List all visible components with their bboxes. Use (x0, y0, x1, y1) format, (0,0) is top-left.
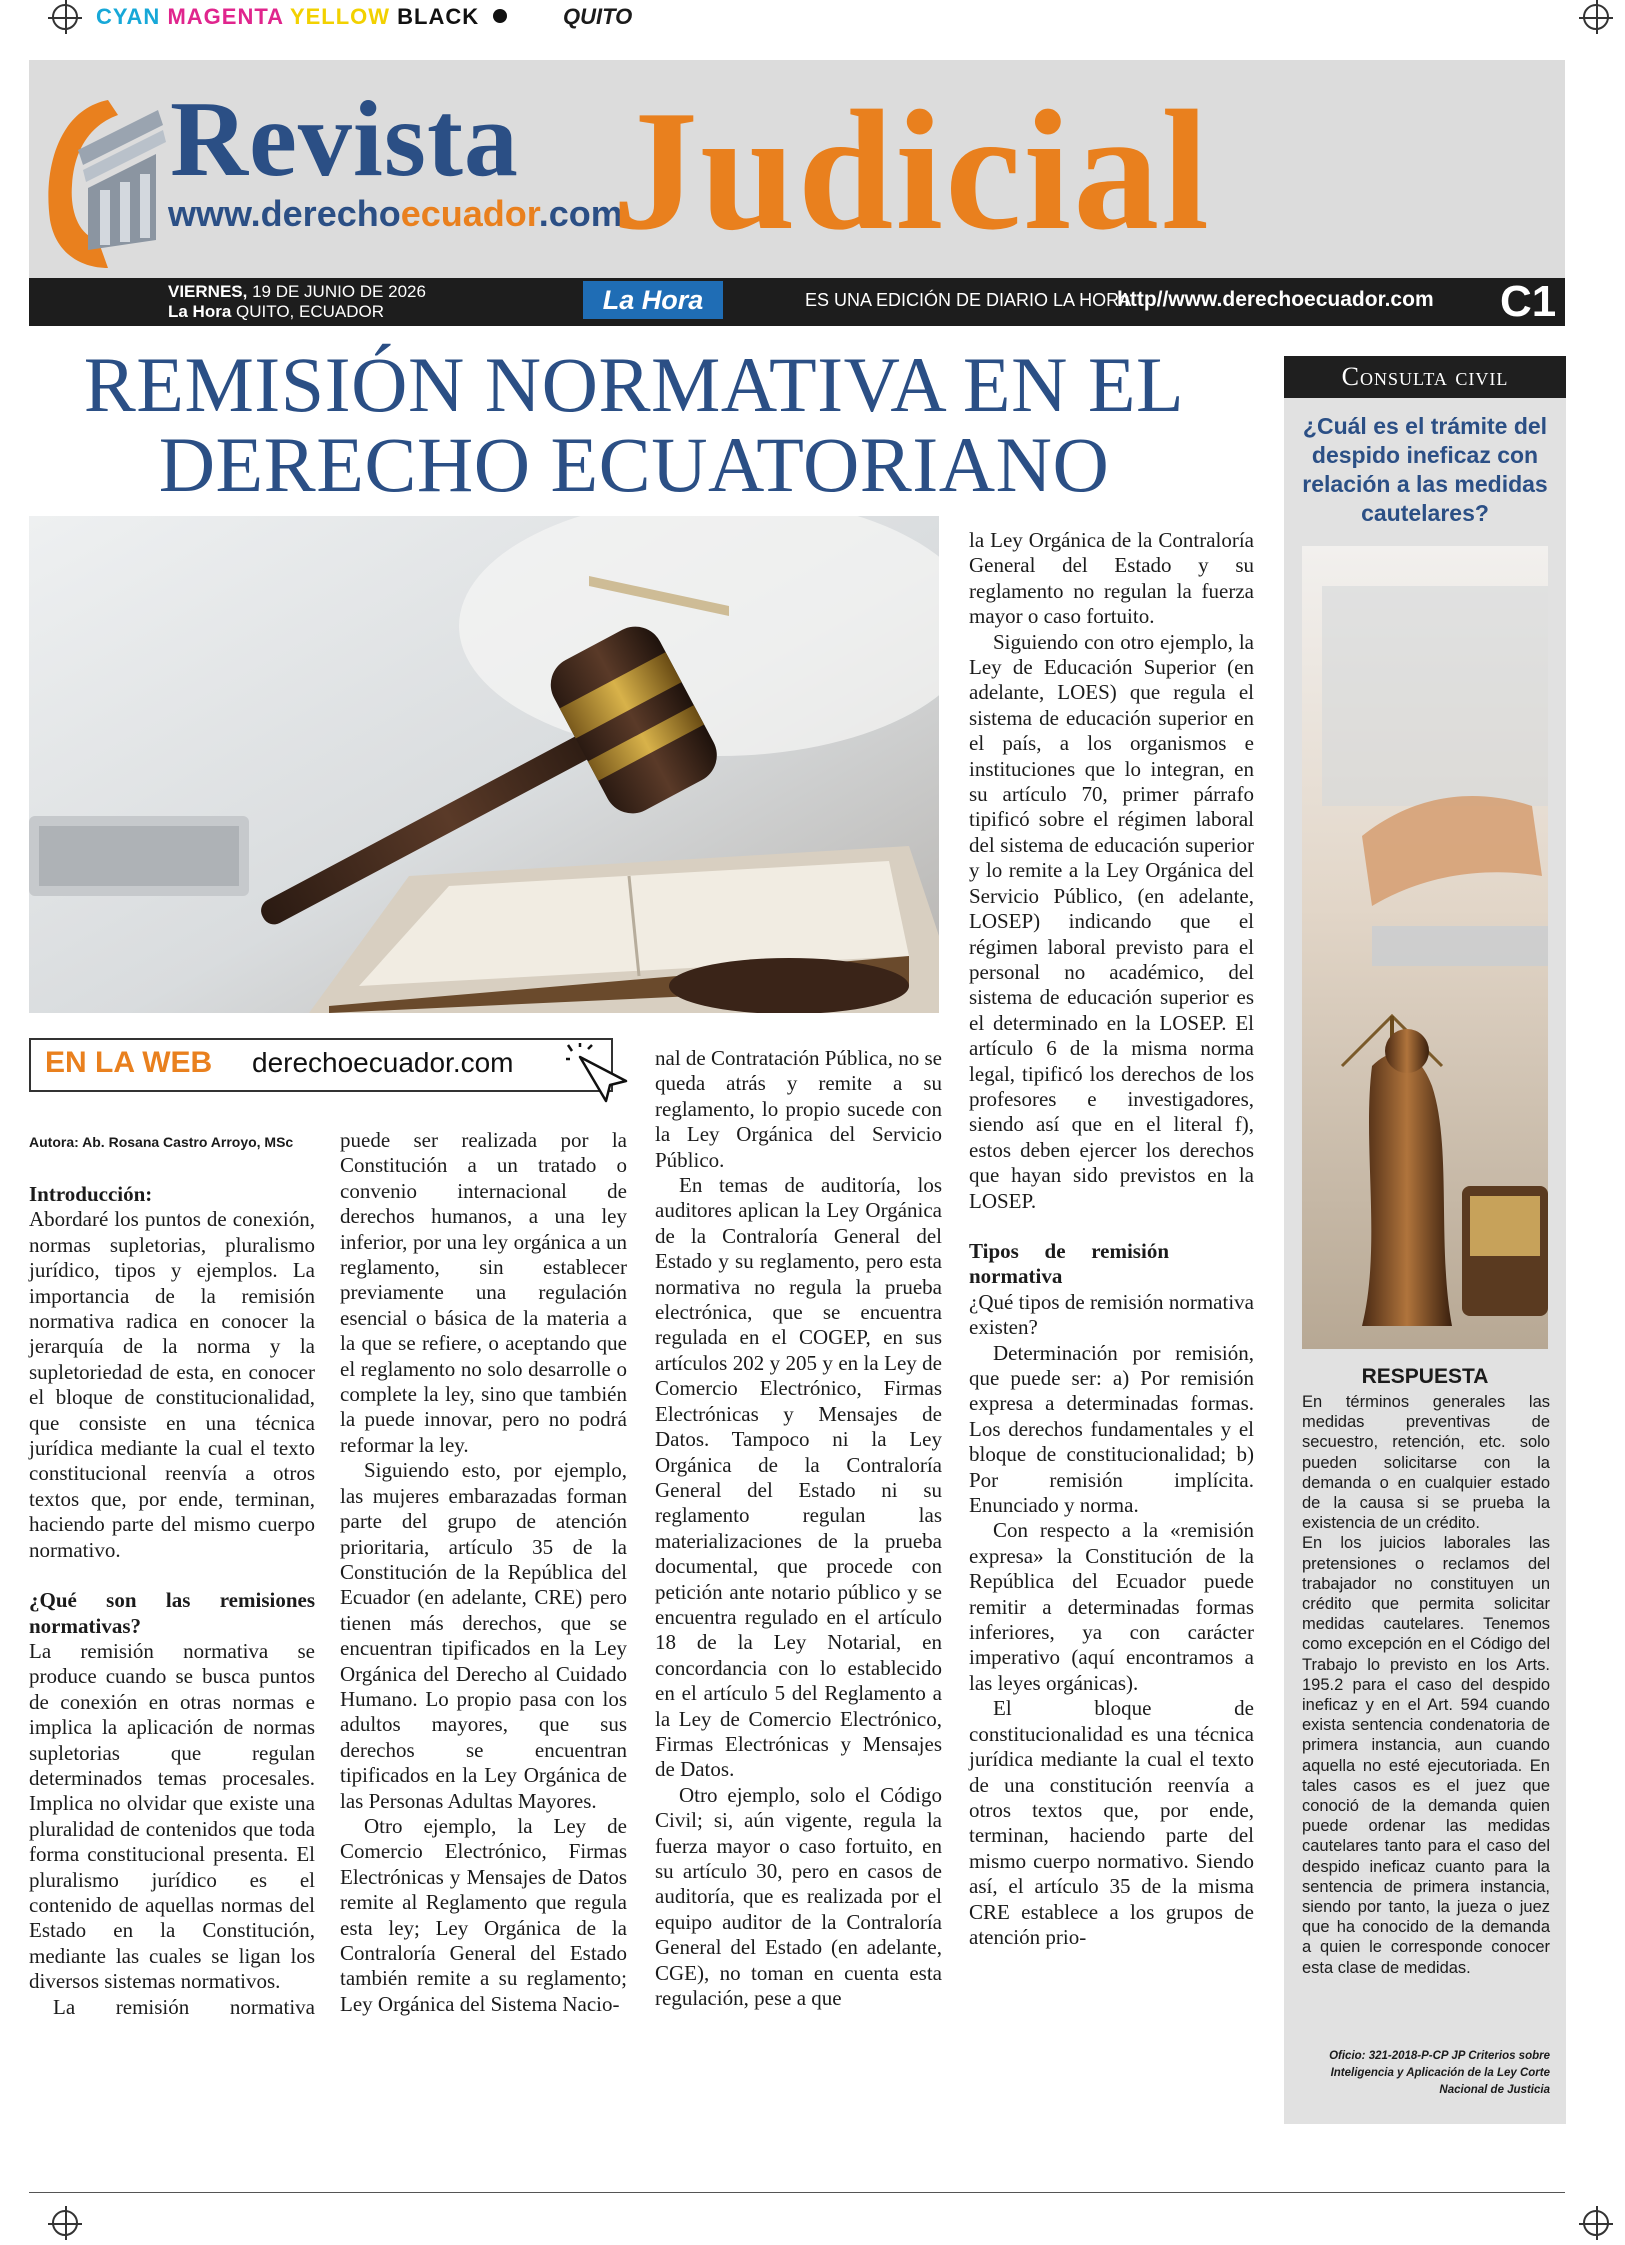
paragraph: En temas de auditoría, los auditores aplican la Ley Orgánica de la Contraloría General del Estado y su reglamento, pero esta normativa no regula la prueba electrónica, que se encuentra regulada en el COGEP, en sus artículos 202 y 205 y en la Ley de Comercio Electrónico, Firmas Electrónicas y Mensajes de Datos. Tampoco ni la Ley Orgánica de la Contraloría General del Estado ni su reglamento regulan las materializaciones de la prueba documental, que procede con petición ante notario público y se encuentra regulado en el artículo 18 de la Ley Notarial, en concordancia con lo establecido en el artículo 5 del Reglamento a la Ley de Comercio Electrónico, Firmas Electrónicas y Mensajes de Datos. (655, 1173, 942, 1782)
article-column-4 (969, 528, 1254, 1950)
masthead-logo-icon (38, 90, 178, 270)
sidebar-answer (1302, 1392, 1550, 1978)
justice-photo (1302, 546, 1548, 1349)
paragraph: Otro ejemplo, solo el Código Civil; si, aún vigente, regula la fuerza mayor o caso fortuito, en su artículo 30, pero en casos de auditoría, que es realizada por el equipo auditor de la Contraloría General del Estado (en adelante, CGE), no toman en cuenta esta regulación, pese a que (655, 1782, 942, 2011)
registration-mark-icon (52, 4, 78, 30)
answer-title: RESPUESTA (1361, 1365, 1489, 1388)
page-number: C1 (1500, 277, 1557, 326)
cmyk-strip: CYAN MAGENTA YELLOW BLACK (96, 4, 507, 30)
paragraph: nal de Contratación Pública, no se queda atrás y remite a su reglamento, lo propio sucede con la Ley Orgánica del Servicio Público. (655, 1046, 942, 1172)
headline (29, 341, 1239, 508)
headline-line-2: DERECHO ECUATORIANO (158, 421, 1110, 508)
article-column-1 (29, 1182, 315, 2020)
registration-mark-icon (1583, 2210, 1609, 2236)
author-byline: Autora: Ab. Rosana Castro Arroyo, MSc (29, 1134, 294, 1150)
registration-mark-icon (52, 2210, 78, 2236)
paragraph: En términos generales las medidas preventivas de secuestro, retención, etc. solo pueden solicitarse con la demanda o en cualquier estado de la causa si se prueba la existencia de un crédito. (1302, 1393, 1550, 1533)
masthead-site: www.derechoecuador.com (168, 193, 623, 234)
paragraph: La remisión normativa se produce cuando se busca puntos de conexión en otras normas e implica la aplicación de normas supletorias que regulan determinados temas procesales. Implica no olvidar que existe una pluralidad de contenidos que toda forma constitucional presenta. El pluralismo jurídico es el contenido de aquellas normas del Estado en la Constitución, mediante las cuales se ligan los diversos sistemas normativos. (29, 1638, 315, 1994)
paragraph: La remisión normativa (53, 1994, 315, 2019)
article-column-3 (655, 1046, 942, 2011)
dateline-date: VIERNES, 19 DE JUNIO DE 2026 (168, 282, 426, 301)
section-heading: ¿Qué son las remisiones normativas? (29, 1588, 315, 1638)
masthead-judicial: Judicial (612, 76, 1212, 266)
headline-line-1: REMISIÓN NORMATIVA EN EL (83, 341, 1185, 428)
paragraph: Con respecto a la «remisión expresa» la Constitución de la República del Ecuador puede remitir a determinadas formas inferiores, ya con carácter imperativo (aquí encontramos a las leyes orgánicas). (969, 1518, 1254, 1695)
paragraph: Determinación por remisión, que puede ser: a) Por remisión expresa a determinadas formas. Los derechos fundamentales y el bloque de constitucionalidad; b) Por remisión implícita. Enunciado y norma. (969, 1340, 1254, 1518)
paragraph: la Ley Orgánica de la Contraloría General del Estado y su reglamento no regulan la fuerza mayor o caso fortuito. (969, 528, 1254, 629)
edition-city: QUITO (563, 4, 633, 29)
site-url[interactable]: http//www.derechoecuador.com (1117, 288, 1434, 311)
sidebar-header: Consulta civil (1284, 356, 1566, 398)
sidebar-source-note: Oficio: 321-2018-P-CP JP Criterios sobre Inteligencia y Aplicación de la Ley Corte Nacional de Justicia (1329, 2050, 1550, 2096)
article-column-2 (340, 1128, 627, 2017)
en-la-web-site[interactable]: derechoecuador.com (252, 1047, 514, 1078)
masthead-revista: Revista (170, 80, 519, 199)
dateline-place: La Hora QUITO, ECUADOR (168, 302, 384, 321)
registration-mark-icon (1583, 4, 1609, 30)
section-heading: Tipos de remisión normativa (969, 1238, 1169, 1289)
paragraph: Otro ejemplo, la Ley de Comercio Electrónico, Firmas Electrónicas y Mensajes de Datos remite al Reglamento que regula esta ley; Ley Orgánica de la Contraloría General del Estado también remite a su reglamento; Ley Orgánica del Sistema Nacio- (340, 1813, 627, 2016)
edition-text: ES UNA EDICIÓN DE DIARIO LA HORA (805, 290, 1132, 310)
en-la-web-label: EN LA WEB (45, 1046, 213, 1079)
paragraph: puede ser realizada por la Constitución a un tratado o convenio internacional de derechos humanos, a una ley inferior, por una ley orgánica a un reglamento, sin establecer previamente una regulación esencial o básica de la materia a la que se refiere, o aceptando que el reglamento no solo desarrolle o complete la ley, sino que también la puede innovar, pero no podrá reformar la ley. (340, 1128, 627, 1457)
cursor-click-icon (566, 1043, 636, 1113)
la-hora-badge: La Hora (583, 281, 723, 319)
paragraph: El bloque de constitucionalidad es una técnica jurídica mediante la cual el texto de una constitución reenvía a otros textos que, por ende, terminan, haciendo parte del mismo cuerpo normativo. Siendo así, el artículo 35 de la misma CRE establece a los grupos de atención prio- (969, 1696, 1254, 1949)
sidebar-question: ¿Cuál es el trámite del despido ineficaz con relación a las medidas cautelares? (1302, 413, 1548, 526)
paragraph: En los juicios laborales las pretensiones o reclamos del trabajador no constituyen un crédito que permita solicitar medidas cautelares. Tenemos como excepción en el Código del Trabajo lo previsto en los Arts. 195.2 para el caso del despido ineficaz y en el Art. 594 cuando exista sentencia condenatoria de primera instancia, aun cuando aquella no esté ejecutoriada. En tales casos es el juez que conoció de la demanda quien puede ordenar las medidas cautelares tanto para el caso del despido ineficaz cuanto para la sentencia de primera instancia, siendo por tanto, la jueza o juez que ha conocido de la demanda a quien le corresponde conocer esta clase de medidas. (1302, 1534, 1550, 1977)
bottom-rule (29, 2192, 1565, 2193)
paragraph: Siguiendo esto, por ejemplo, las mujeres embarazadas forman parte del grupo de atención prioritaria, artículo 35 de la Constitución de la República del Ecuador (en adelante, CRE) pero tienen más derechos, que se encuentran tipificados en la Ley Orgánica del Derecho al Cuidado Humano. Lo propio pasa con los adultos mayores, que sus derechos se encuentran tipificados en la Ley Orgánica de las Personas Adultas Mayores. (340, 1458, 627, 1813)
paragraph: ¿Qué tipos de remisión normativa existen? (969, 1289, 1254, 1340)
paragraph: Abordaré los puntos de conexión, normas supletorias, pluralismo jurídico, tipos y ejemplos. La importancia de la remisión normativa radica en conocer la jerarquía de la norma y la supletoriedad de esta, en conocer el bloque de constitucionalidad, que consiste en una técnica jurídica mediante la cual el texto constitucional reenvía a otros textos que, por ende, terminan, haciendo parte del mismo cuerpo normativo. (29, 1207, 315, 1562)
gavel-photo (29, 516, 939, 1013)
paragraph: Siguiendo con otro ejemplo, la Ley de Educación Superior (en adelante, LOES) que regula el sistema de educación superior en el país, a los organismos e instituciones que lo integran, en su artículo 70, primer párrafo tipificó sobre el régimen laboral del sistema de educación superior y lo remite a la Ley Orgánica del Servicio Público, (en adelante, LOSEP) indicando que el régimen laboral previsto para el personal no académico, del sistema de educación superior es el determinado en la LOSEP. El artículo 6 de la misma norma legal, tipificó los derechos de los profesores e investigadores, siendo así que en el literal f), estos deben ejercer los derechos que hayan sido previstos en la LOSEP. (969, 629, 1254, 1213)
section-heading: Introducción: (29, 1182, 153, 1206)
